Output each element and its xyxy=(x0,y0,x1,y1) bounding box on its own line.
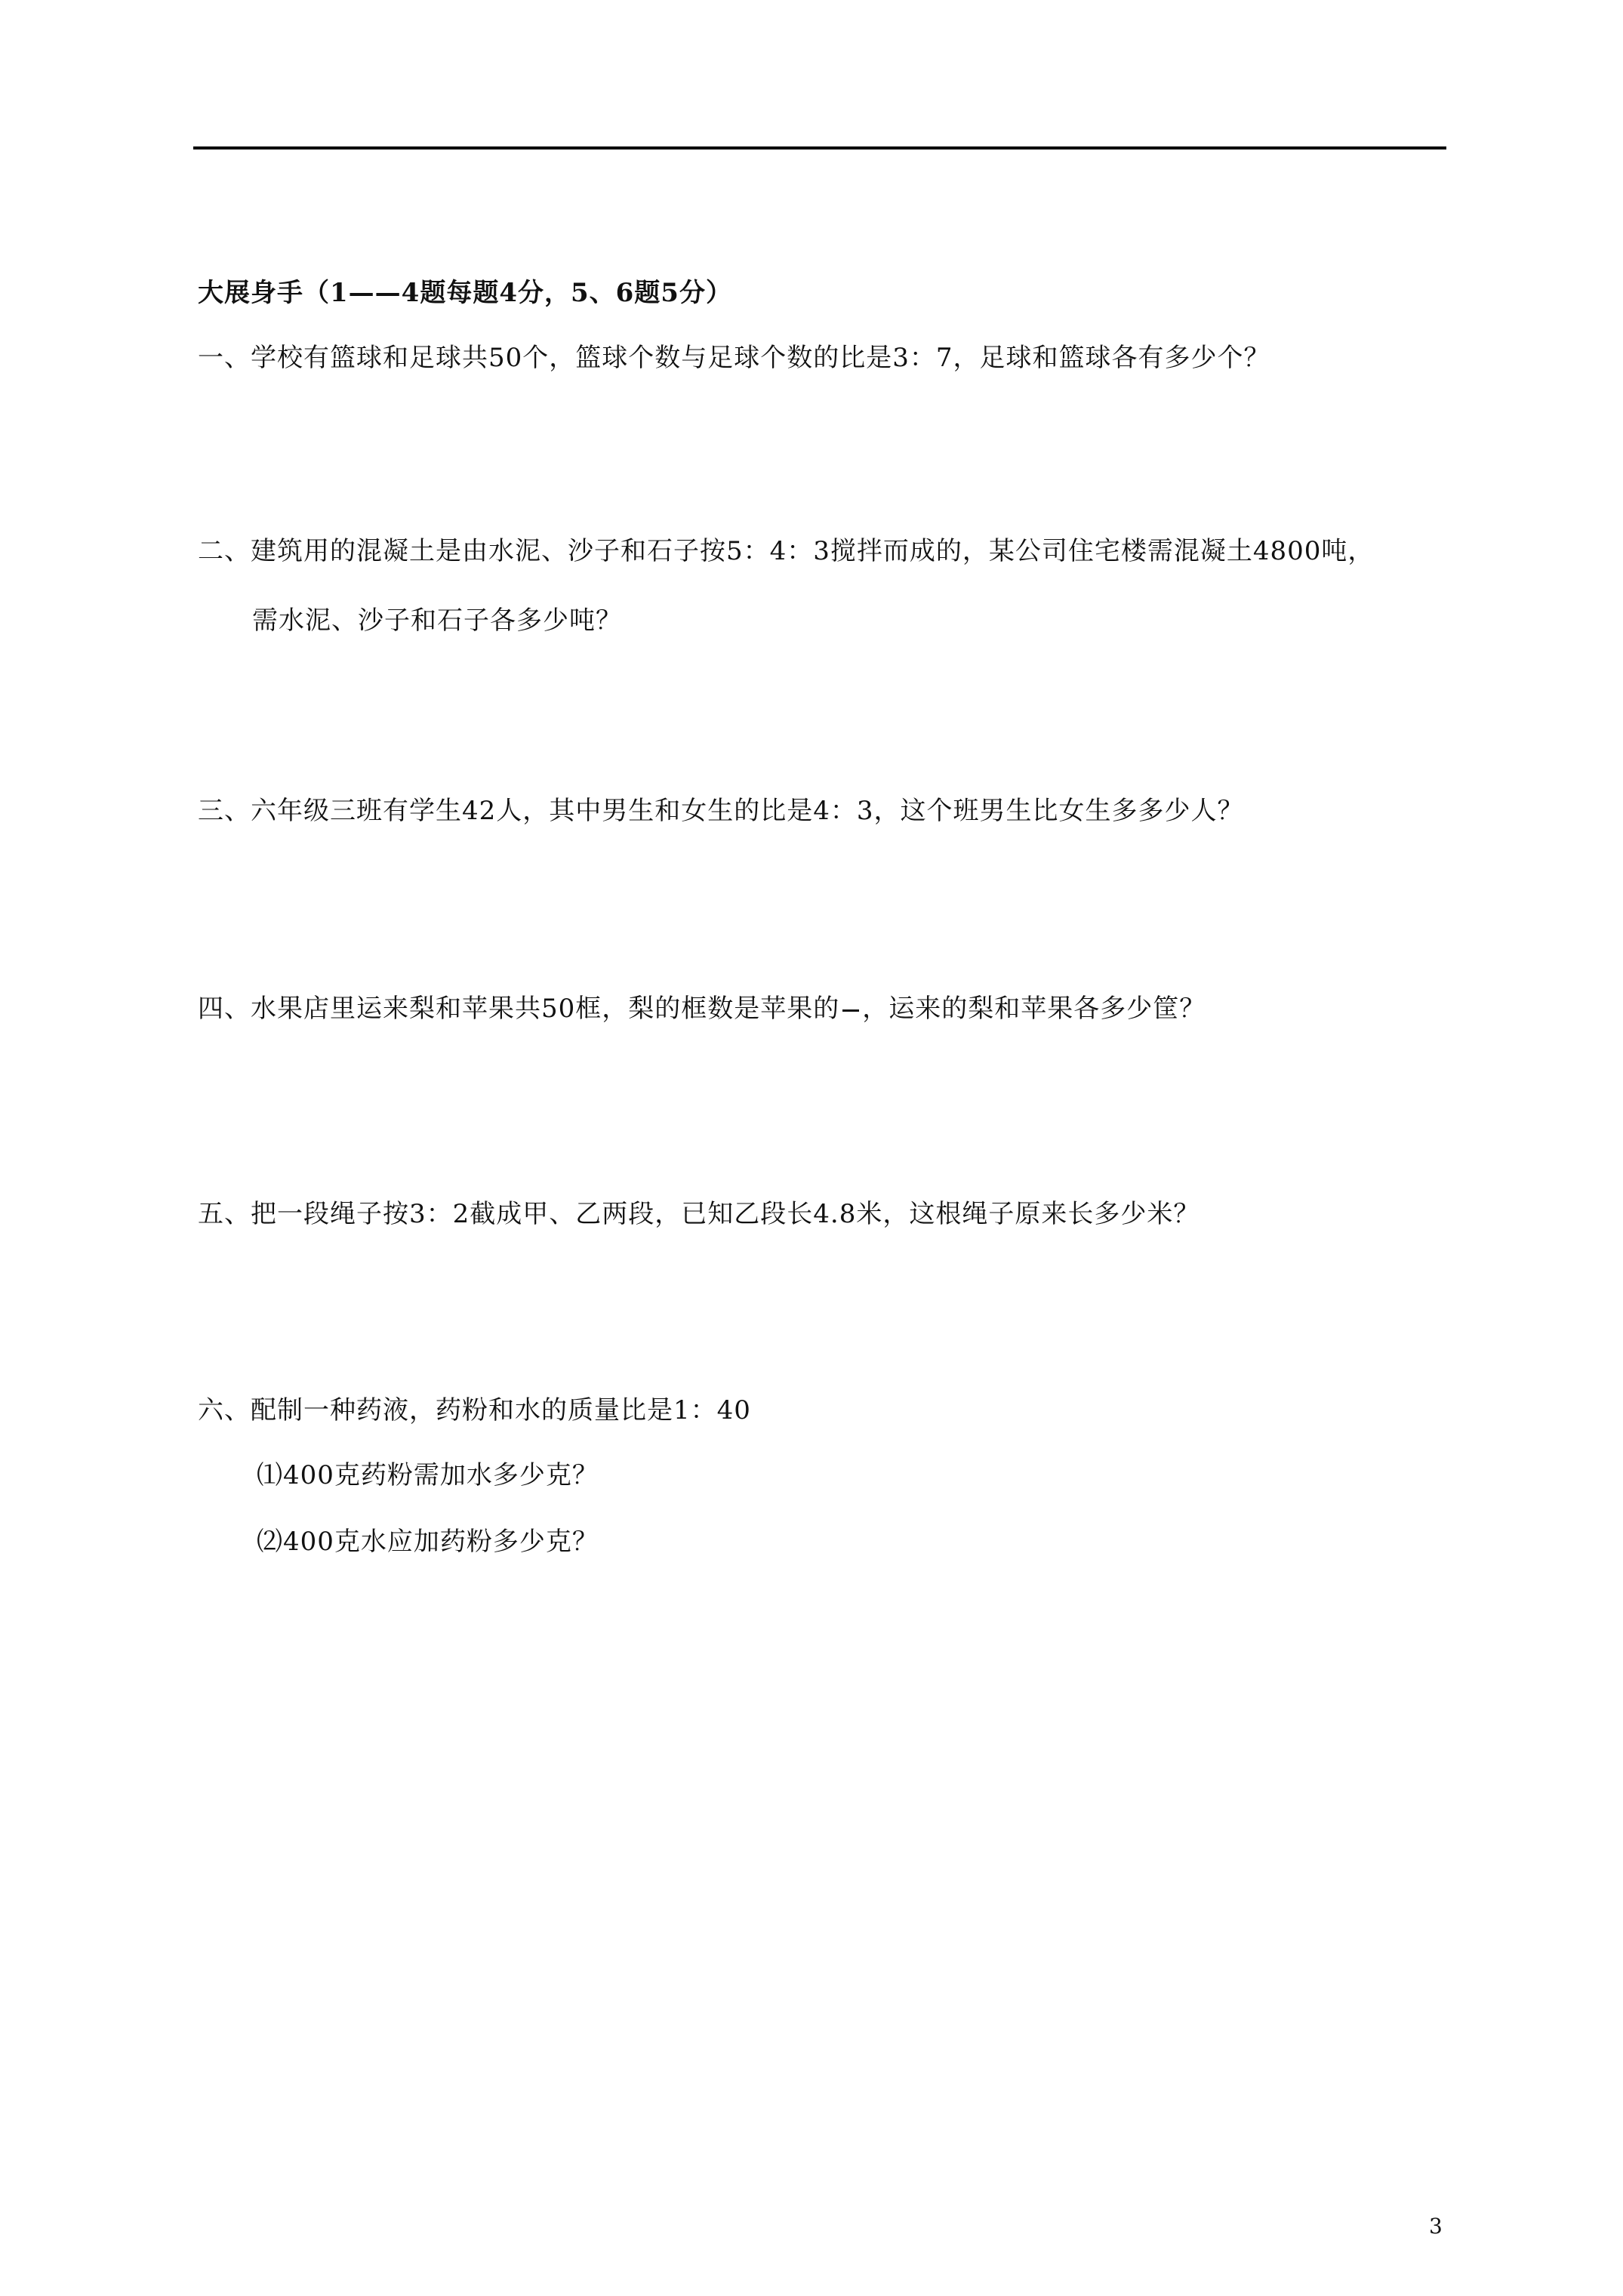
question-2-line-1: 二、建筑用的混凝土是由水泥、沙子和石子按5：4：3搅拌而成的，某公司住宅楼需混凝土4800吨， xyxy=(198,536,1375,566)
question-5: 五、把一段绳子按3：2截成甲、乙两段，已知乙段长4.8米，这根绳子原来长多少米？ xyxy=(198,1199,1200,1229)
question-6-sub-1: ⑴400克药粉需加水多少克？ xyxy=(257,1460,599,1490)
question-3: 三、六年级三班有学生42人，其中男生和女生的比是4：3，这个班男生比女生多多少人？ xyxy=(198,796,1244,826)
question-4 xyxy=(198,992,1206,1025)
question-4-text-after: ，运来的梨和苹果各多少筐？ xyxy=(862,994,1206,1024)
question-2-line-2: 需水泥、沙子和石子各多少吨？ xyxy=(252,606,622,636)
fraction-placeholder xyxy=(842,1009,859,1012)
page-number: 3 xyxy=(1429,2214,1443,2239)
header-rule xyxy=(193,146,1446,149)
question-1: 一、学校有篮球和足球共50个，篮球个数与足球个数的比是3：7，足球和篮球各有多少个？ xyxy=(198,343,1270,373)
question-6-sub-2: ⑵400克水应加药粉多少克？ xyxy=(257,1527,599,1557)
question-6: 六、配制一种药液，药粉和水的质量比是1：40 xyxy=(198,1395,751,1425)
question-4-text-before: 四、水果店里运来梨和苹果共50框，梨的框数是苹果的 xyxy=(198,994,840,1024)
section-title: 大展身手（1——4题每题4分，5、6题5分） xyxy=(198,278,732,308)
